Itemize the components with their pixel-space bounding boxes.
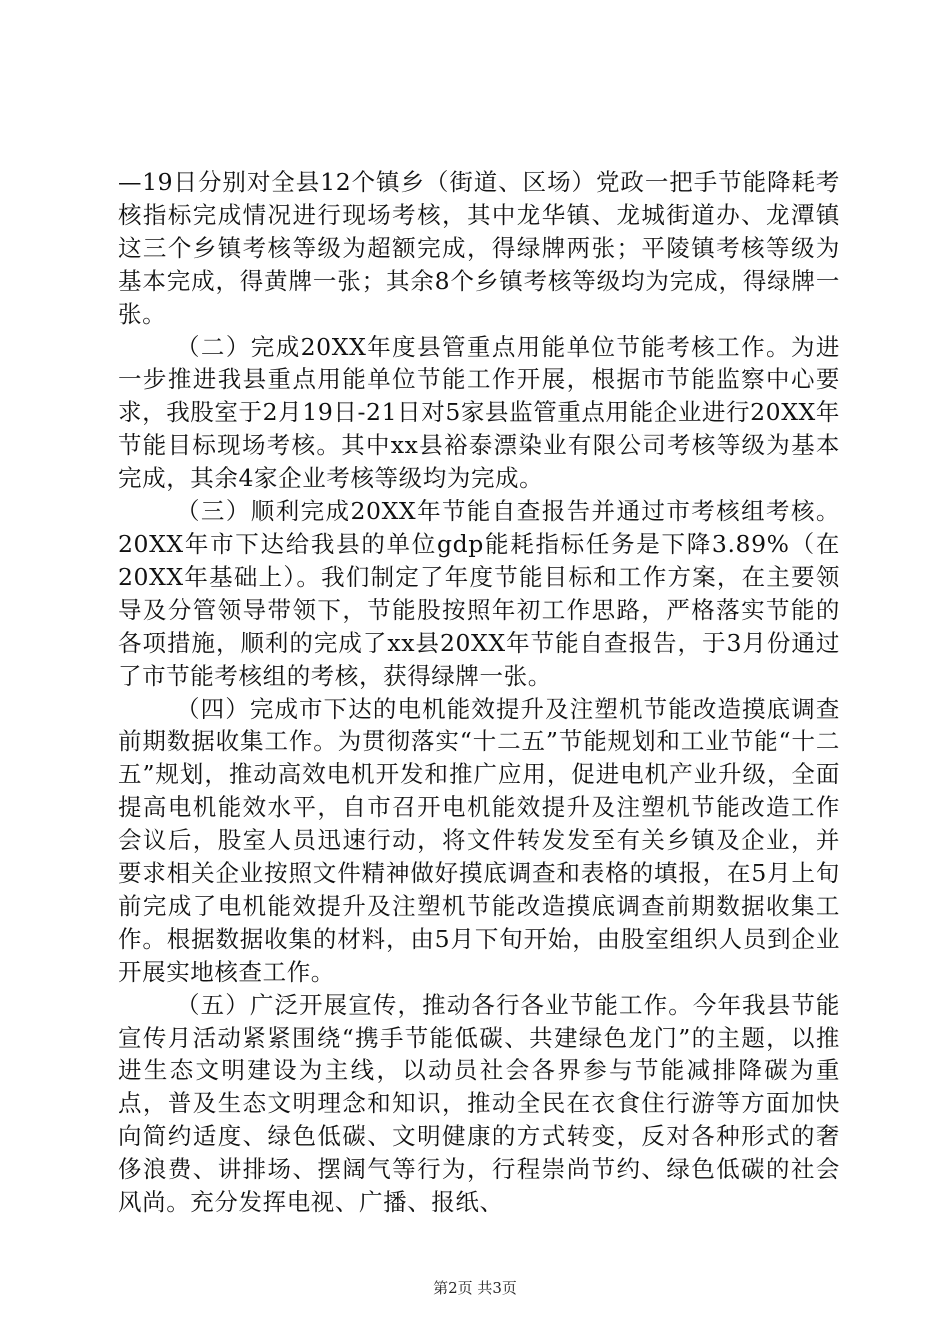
paragraph-continuation: —19日分别对全县12个镇乡（街道、区场）党政一把手节能降耗考核指标完成情况进行现场考核，其中龙华镇、龙城街道办、龙潭镇这三个乡镇考核等级为超额完成，得绿牌两张；平陵镇考核等级为基本完成，得黄牌一张；其余8个乡镇考核等级均为完成，得绿牌一张。 xyxy=(118,168,840,328)
paragraph-section-3: （三）顺利完成20XX年节能自查报告并通过市考核组考核。20XX年市下达给我县的单位gdp能耗指标任务是下降3.89%（在20XX年基础上）。我们制定了年度节能目标和工作方案，在主要领导及分管领导带领下，节能股按照年初工作思路，严格落实节能的各项措施，顺利的完成了xx县20XX年节能自查报告，于3月份通过了市节能考核组的考核，获得绿牌一张。 xyxy=(118,497,840,690)
page-number-footer: 第2页 共3页 xyxy=(433,1279,517,1297)
paragraph-section-4: （四）完成市下达的电机能效提升及注塑机节能改造摸底调查前期数据收集工作。为贯彻落实“十二五”节能规划和工业节能“十二五”规划，推动高效电机开发和推广应用，促进电机产业升级，全面提高电机能效水平，自市召开电机能效提升及注塑机节能改造工作会议后，股室人员迅速行动，将文件转发发至有关乡镇及企业，并要求相关企业按照文件精神做好摸底调查和表格的填报，在5月上旬前完成了电机能效提升及注塑机节能改造摸底调查前期数据收集工作。根据数据收集的材料，由5月下旬开始，由股室组织人员到企业开展实地核查工作。 xyxy=(118,694,840,986)
paragraph-section-5: （五）广泛开展宣传，推动各行各业节能工作。今年我县节能宣传月活动紧紧围绕“携手节能低碳、共建绿色龙门”的主题，以推进生态文明建设为主线，以动员社会各界参与节能减排降碳为重点，普及生态文明理念和知识，推动全民在衣食住行游等方面加快向简约适度、绿色低碳、文明健康的方式转变，反对各种形式的奢侈浪费、讲排场、摆阔气等行为，行程崇尚节约、绿色低碳的社会风尚。充分发挥电视、广播、报纸、 xyxy=(118,990,840,1217)
document-body xyxy=(118,166,840,1219)
paragraph-section-2: （二）完成20XX年度县管重点用能单位节能考核工作。为进一步推进我县重点用能单位节能工作开展，根据市节能监察中心要求，我股室于2月19日-21日对5家县监管重点用能企业进行20XX年节能目标现场考核。其中xx县裕泰漂染业有限公司考核等级为基本完成，其余4家企业考核等级均为完成。 xyxy=(118,332,840,493)
